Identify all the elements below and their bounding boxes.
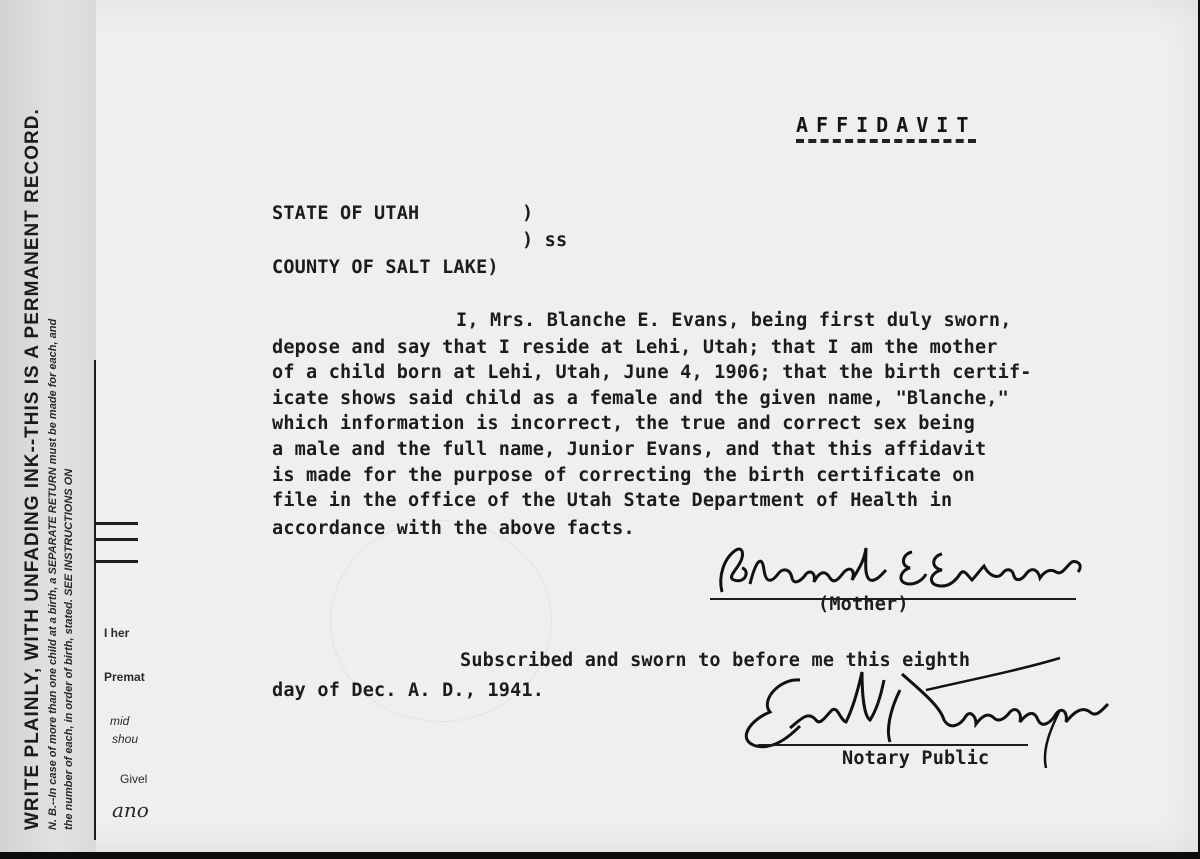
- venue-state: STATE OF UTAH: [272, 203, 420, 224]
- body-line: icate shows said child as a female and the given name, "Blanche,": [272, 388, 1009, 409]
- notary-signature-line: [758, 744, 1028, 746]
- form-fragment: Premat: [104, 670, 145, 684]
- form-fragment: mid: [110, 714, 130, 728]
- venue-ss: ) ss: [522, 230, 568, 251]
- jurat-line2: day of Dec. A. D., 1941.: [272, 680, 545, 701]
- separate-return-note-line2: the number of each, in order of birth, stated. SEE INSTRUCTIONS ON: [63, 468, 75, 830]
- venue-county: COUNTY OF SALT LAKE): [272, 257, 499, 278]
- body-line: of a child born at Lehi, Utah, June 4, 1906; that the birth certif-: [272, 362, 1032, 383]
- document-title: AFFIDAVIT: [796, 113, 976, 143]
- notary-caption: Notary Public: [842, 748, 990, 769]
- form-rule: [96, 522, 138, 525]
- form-fragment: I her: [104, 626, 130, 640]
- form-margin-strip: [0, 0, 96, 852]
- body-line: a male and the full name, Junior Evans, and that this affidavit: [272, 439, 987, 460]
- form-fragment: shou: [112, 732, 139, 746]
- form-fragment: Givel: [120, 772, 148, 786]
- body-line: which information is incorrect, the true and correct sex being: [272, 413, 975, 434]
- body-line: depose and say that I reside at Lehi, Utah; that I am the mother: [272, 337, 998, 358]
- form-rule: [96, 538, 138, 541]
- venue-bracket: ): [522, 203, 534, 224]
- body-line: accordance with the above facts.: [272, 518, 635, 539]
- permanent-record-notice: WRITE PLAINLY, WITH UNFADING INK--THIS IS A PERMANENT RECORD.: [22, 108, 43, 830]
- body-line: I, Mrs. Blanche E. Evans, being first duly sworn,: [456, 310, 1012, 331]
- body-line: file in the office of the Utah State Department of Health in: [272, 490, 953, 511]
- form-fragment: ano: [112, 798, 149, 822]
- form-edge-line: [94, 360, 96, 840]
- body-line: is made for the purpose of correcting the birth certificate on: [272, 465, 975, 486]
- mother-caption: (Mother): [818, 594, 909, 615]
- form-rule: [96, 560, 138, 563]
- separate-return-note-line1: N. B.--In case of more than one child at a birth, a SEPARATE RETURN must be made for each, and: [47, 318, 59, 830]
- jurat-line1: Subscribed and sworn to before me this eighth: [460, 650, 971, 671]
